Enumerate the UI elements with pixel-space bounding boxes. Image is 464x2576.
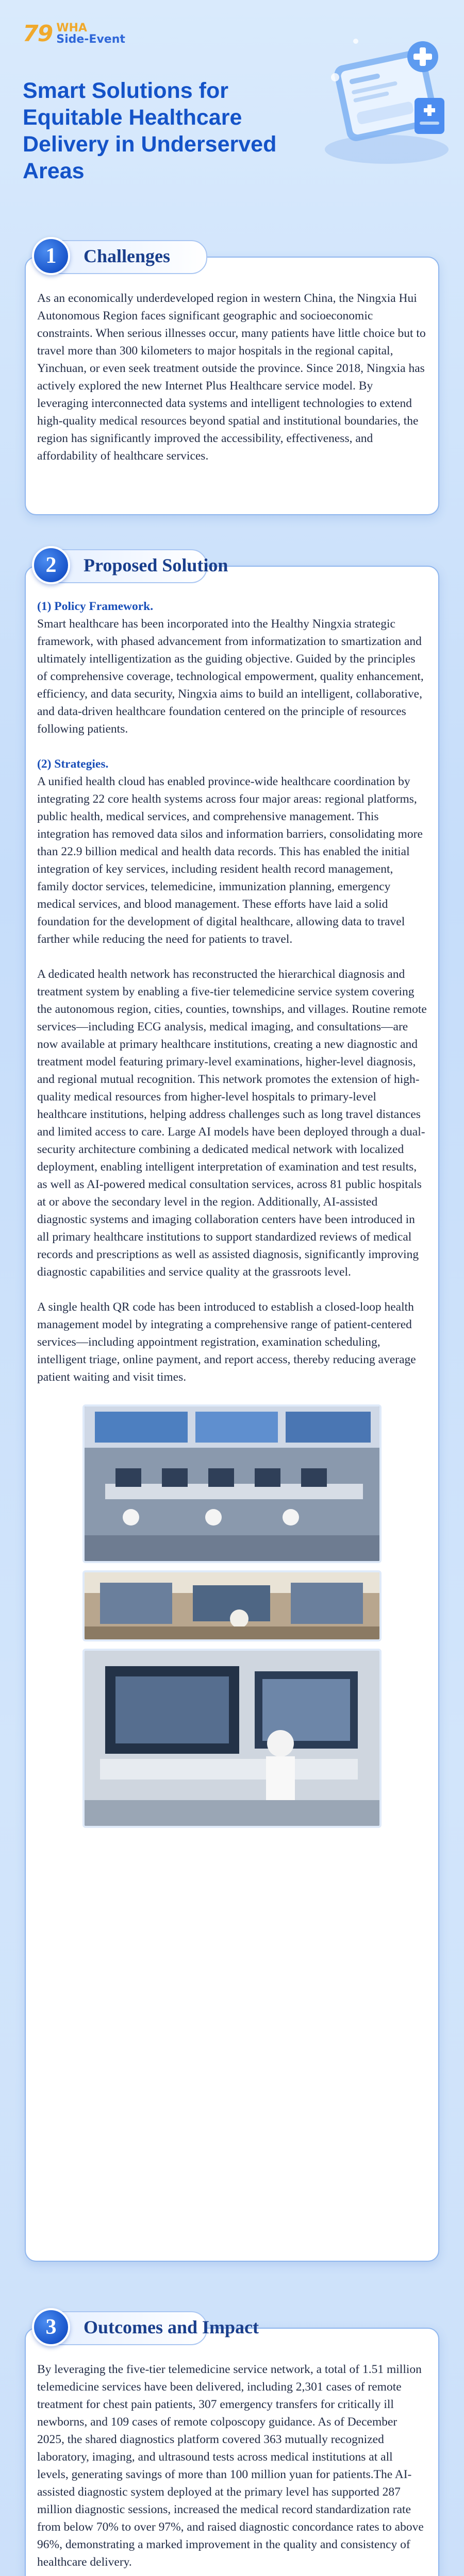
strategies-paragraph-2: A dedicated health network has reconstructed the hierarchical diagnosis and treatment system by enabling a five-tier telemedicine service system covering the autonomous region, cities, counties, townships, and villages. Routine remote services—including ECG analysis, medical imaging, and consultations—are now available at primary healthcare institutions, creating a new diagnostic and treatment model featuring primary-level examinations, higher-level diagnosis, and regional mutual recognition. This network promotes the extension of high-quality medical resources from higher-level hospitals to primary-level healthcare institutions, helping address challenges such as long travel distances and limited access to care. Large AI models have been deployed through a dual-security architecture combining a dedicated medical network with localized deployment, enabling intelligent interpretation of examination and test results, as well as AI-powered medical consultation services, across 81 public hospitals at or above the secondary level in the region. Additionally, AI-assisted diagnostic systems and imaging collaboration centers have been introduced in all primary healthcare institutions to support standardized reviews of medical records and prescriptions as well as assisted diagnosis, significantly improving diagnostic capabilities and service quality at the grassroots level. xyxy=(37,968,427,1279)
section-title: Proposed Solution xyxy=(84,555,228,575)
telemedicine-center-photo xyxy=(82,1404,382,1563)
outcomes-section xyxy=(25,2308,439,2576)
policy-text: Smart healthcare has been incorporated into the Healthy Ningxia strategic framework, with phased advancement from informatization to smartization and ultimately intelligentization as the guiding objective. Guided by the principles of comprehensive coverage, technological empowerment, quality enhancement, efficiency, and data security, Ningxia aims to build an intelligent, collaborative, and data-driven healthcare foundation centered on the principle of resources following patients. xyxy=(37,617,424,736)
outcomes-text: By leveraging the five-tier telemedicine service network, a total of 1.51 million telemedicine services have been delivered, including 2,301 cases of remote treatment for chest pain patients, 307 emergency transfers for critically ill newborns, and 109 cases of remote colposcopy guidance. As of December 2025, the shared diagnostics platform covered 363 mutually recognized laboratory, imaging, and ultrasound tests across medical institutions at all levels, generating savings of more than 100 million yuan for patients.The AI-assisted diagnostic system deployed at the primary level has supported 287 million diagnostic sessions, increased the medical record standardization rate from below 70% to over 97%, and raised diagnostic concordance rates to above 96%, demonstrating a marked improvement in the quality and consistency of healthcare delivery. xyxy=(37,2363,424,2569)
section-number-badge: 1 xyxy=(32,237,70,275)
solution-section xyxy=(25,546,439,2262)
page-header xyxy=(0,0,464,268)
logo-number: 79 xyxy=(23,21,53,47)
strategies-label: (2) Strategies. xyxy=(37,757,109,771)
outcomes-card xyxy=(25,2328,439,2576)
photo-gallery xyxy=(82,1404,382,1828)
challenges-card xyxy=(25,257,439,515)
solution-header xyxy=(35,546,228,584)
section-number-badge: 3 xyxy=(32,2308,70,2346)
logo-line2: Side-Event xyxy=(56,32,125,46)
section-number-badge: 2 xyxy=(32,546,70,584)
medicine-box-icon xyxy=(415,98,444,134)
remote-diagnosis-photo xyxy=(82,1649,382,1828)
challenges-section xyxy=(25,237,439,515)
page-title: Smart Solutions for Equitable Healthcare Delivery in Underserved Areas xyxy=(23,78,277,183)
challenges-text: As an economically underdeveloped region in western China, the Ningxia Hui Autonomous Region faces significant geographic and socioeconomic constraints. When serious illnesses occur, many patients have little choice but to travel more than 300 kilometers to major hospitals in the regional capital, Yinchuan, or even seek treatment outside the province. Since 2018, Ningxia has actively explored the new Internet Plus Healthcare service model. By leveraging interconnected data systems and intelligent technologies to extend high-quality medical resources beyond spatial and institutional boundaries, the region has significantly improved the accessibility, effectiveness, and affordability of healthcare services. xyxy=(37,292,426,463)
solution-card xyxy=(25,566,439,2262)
policy-label: (1) Policy Framework. xyxy=(37,600,154,613)
section-title: Challenges xyxy=(84,246,171,266)
section-title: Outcomes and Impact xyxy=(84,2317,259,2337)
wha-logo xyxy=(23,21,125,47)
strategies-paragraph-1: A unified health cloud has enabled province-wide healthcare coordination by integrating 22 core health systems across four major areas: regional platforms, public health, medical services, and comprehensive management. This integration has removed data silos and information barriers, consolidating more than 22.9 billion medical and health data records. This has enabled the initial integration of key services, including resident health record management, family doctor services, telemedicine, immunization planning, emergency medical services, and blood management. These efforts have laid a solid foundation for the development of digital healthcare, allowing data to travel farther while reducing the need for patients to travel. xyxy=(37,775,423,946)
logo-line1: WHA xyxy=(56,21,87,35)
strategies-paragraph-3: A single health QR code has been introduced to establish a closed-loop health management model by integrating a comprehensive range of patient-centered services—including appointment registration, examination scheduling, intelligent triage, online payment, and report access, thereby reducing average patient waiting and visit times. xyxy=(37,1300,416,1384)
plus-cross-icon xyxy=(407,41,438,72)
consultation-room-photo xyxy=(82,1570,382,1641)
medical-tablet-icon xyxy=(304,21,459,175)
outcomes-header xyxy=(35,2308,259,2346)
challenges-header xyxy=(35,237,170,275)
